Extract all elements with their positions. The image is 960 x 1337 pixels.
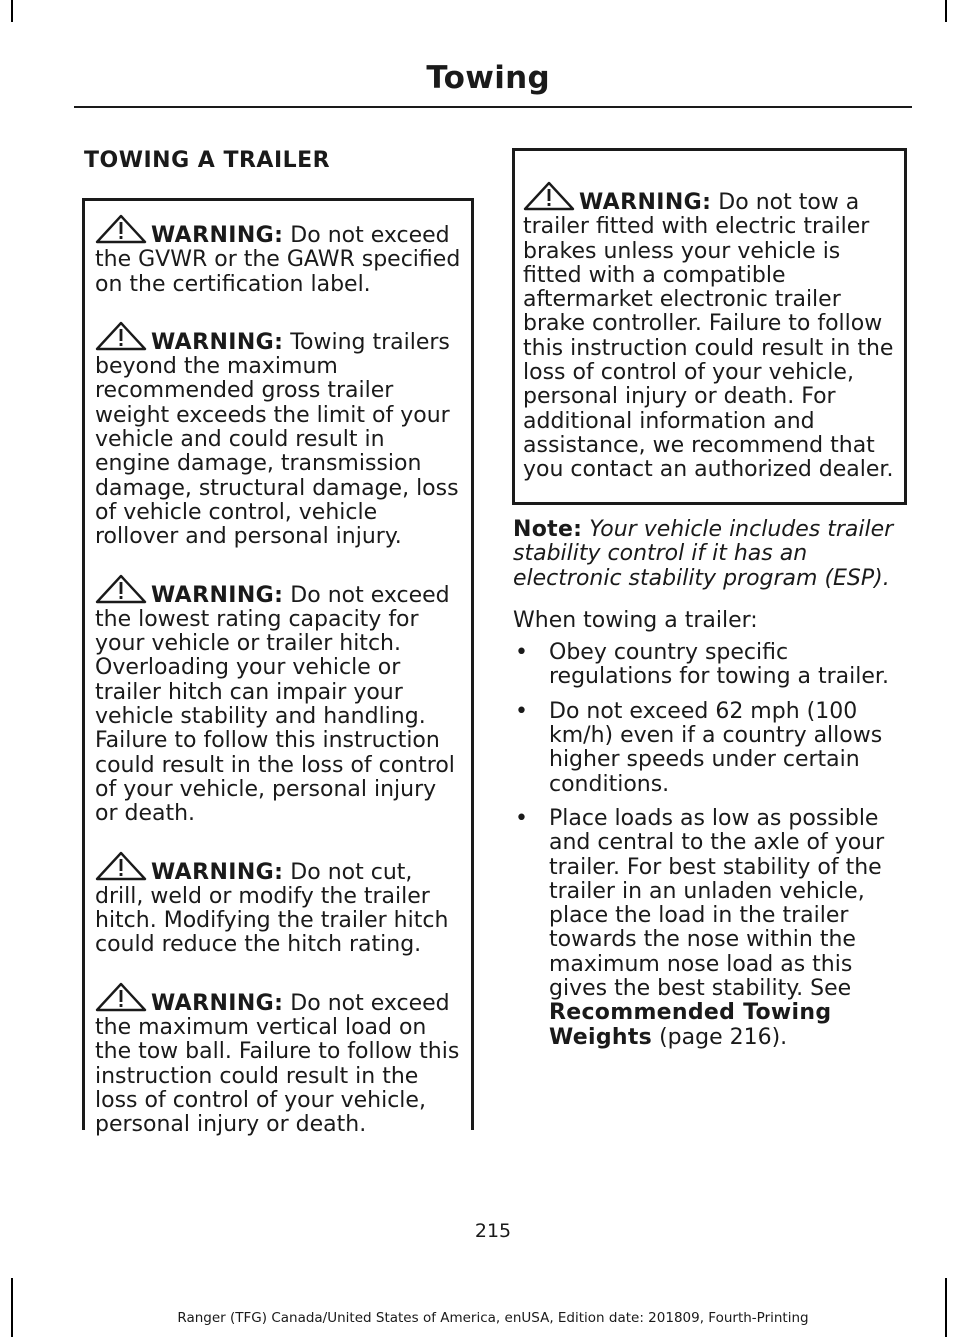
bullet-text: Place loads as low as possible and central to the axle of your trailer. For best stability of the trailer in an unladen vehicle, place the load in the trailer towards the nose within the maximum nose load as this gives the best stability. See	[549, 805, 885, 1002]
warning-triangle-icon	[95, 321, 147, 351]
right-warning-box	[512, 148, 907, 505]
warning-triangle-icon	[95, 574, 147, 604]
section-title: TOWING A TRAILER	[84, 148, 331, 173]
warning-label: WARNING:	[579, 190, 712, 215]
list-item	[513, 807, 908, 1050]
warning-text: Do not tow a trailer fitted with electric trailer brakes unless your vehicle is fitted with a compatible aftermarket electronic trailer brake controller. Failure to follow this instruction could result in the loss of control of your vehicle, personal injury or death. For additional information and assistance, we recommend that you contact an authorized dealer.	[523, 190, 894, 483]
header-divider	[74, 106, 912, 108]
recommended-towing-weights-link[interactable]: Recommended Towing Weights	[549, 1000, 832, 1050]
note-text: Your vehicle includes trailer stability control if it has an electronic stability program (ESP).	[513, 517, 894, 591]
warning-label: WARNING:	[151, 329, 284, 355]
warning-modify-hitch	[95, 851, 461, 958]
crop-mark-bottom-right	[945, 1278, 947, 1337]
bullet-text: Obey country specific regulations for towing a trailer.	[549, 640, 889, 690]
warning-vertical-load	[95, 982, 461, 1138]
warning-text: Do not cut, drill, weld or modify the trailer hitch. Modifying the trailer hitch could reduce the hitch rating.	[95, 859, 449, 958]
warning-rating-capacity	[95, 574, 461, 827]
warning-trailer-weight	[95, 321, 461, 550]
page-reference: (page 216).	[652, 1024, 788, 1050]
warning-label: WARNING:	[151, 223, 284, 248]
bullet-marker: •	[515, 640, 528, 666]
warning-label: WARNING:	[151, 990, 284, 1016]
towing-bullet-list	[513, 641, 908, 1050]
intro-text: When towing a trailer:	[513, 607, 758, 633]
list-item	[513, 641, 908, 690]
warning-triangle-icon	[523, 181, 575, 211]
note-label: Note:	[513, 517, 583, 542]
warning-triangle-icon	[95, 982, 147, 1012]
list-item	[513, 700, 908, 797]
warning-triangle-icon	[95, 214, 147, 244]
edition-footer: Ranger (TFG) Canada/United States of America, enUSA, Edition date: 201809, Fourth-Printing	[177, 1310, 809, 1326]
note-paragraph	[513, 518, 908, 591]
bullet-text: Do not exceed 62 mph (100 km/h) even if a country allows higher speeds under certain conditions.	[549, 698, 883, 797]
warning-gvwr	[95, 214, 461, 297]
crop-mark-top-left	[11, 0, 13, 22]
bullet-marker: •	[515, 698, 528, 724]
warning-text: Towing trailers beyond the maximum recommended gross trailer weight exceeds the limit of your vehicle and could result in engine damage, transmission damage, structural damage, loss of vehicle control, vehicle rollover and personal injury.	[95, 329, 459, 550]
left-warning-box	[82, 198, 474, 1138]
right-column-content	[513, 518, 908, 1060]
warning-electric-brakes	[523, 181, 896, 483]
warning-label: WARNING:	[151, 582, 284, 608]
crop-mark-bottom-left	[11, 1278, 13, 1337]
crop-mark-top-right	[945, 0, 947, 22]
bullet-marker: •	[515, 805, 528, 831]
warning-triangle-icon	[95, 851, 147, 881]
page-header-title: Towing	[426, 60, 550, 96]
warning-label: WARNING:	[151, 859, 284, 885]
warning-text: Do not exceed the maximum vertical load on the tow ball. Failure to follow this instruction could result in the loss of control of your vehicle, personal injury or death.	[95, 990, 460, 1138]
warning-text: Do not exceed the GVWR or the GAWR specified on the certification label.	[95, 223, 461, 297]
page-number: 215	[474, 1220, 512, 1242]
warning-text: Do not exceed the lowest rating capacity for your vehicle or trailer hitch. Overloading your vehicle or trailer hitch can impair your vehicle stability and handling. Failure to follow this instruction could result in the loss of control of your vehicle, personal injury or death.	[95, 582, 455, 827]
